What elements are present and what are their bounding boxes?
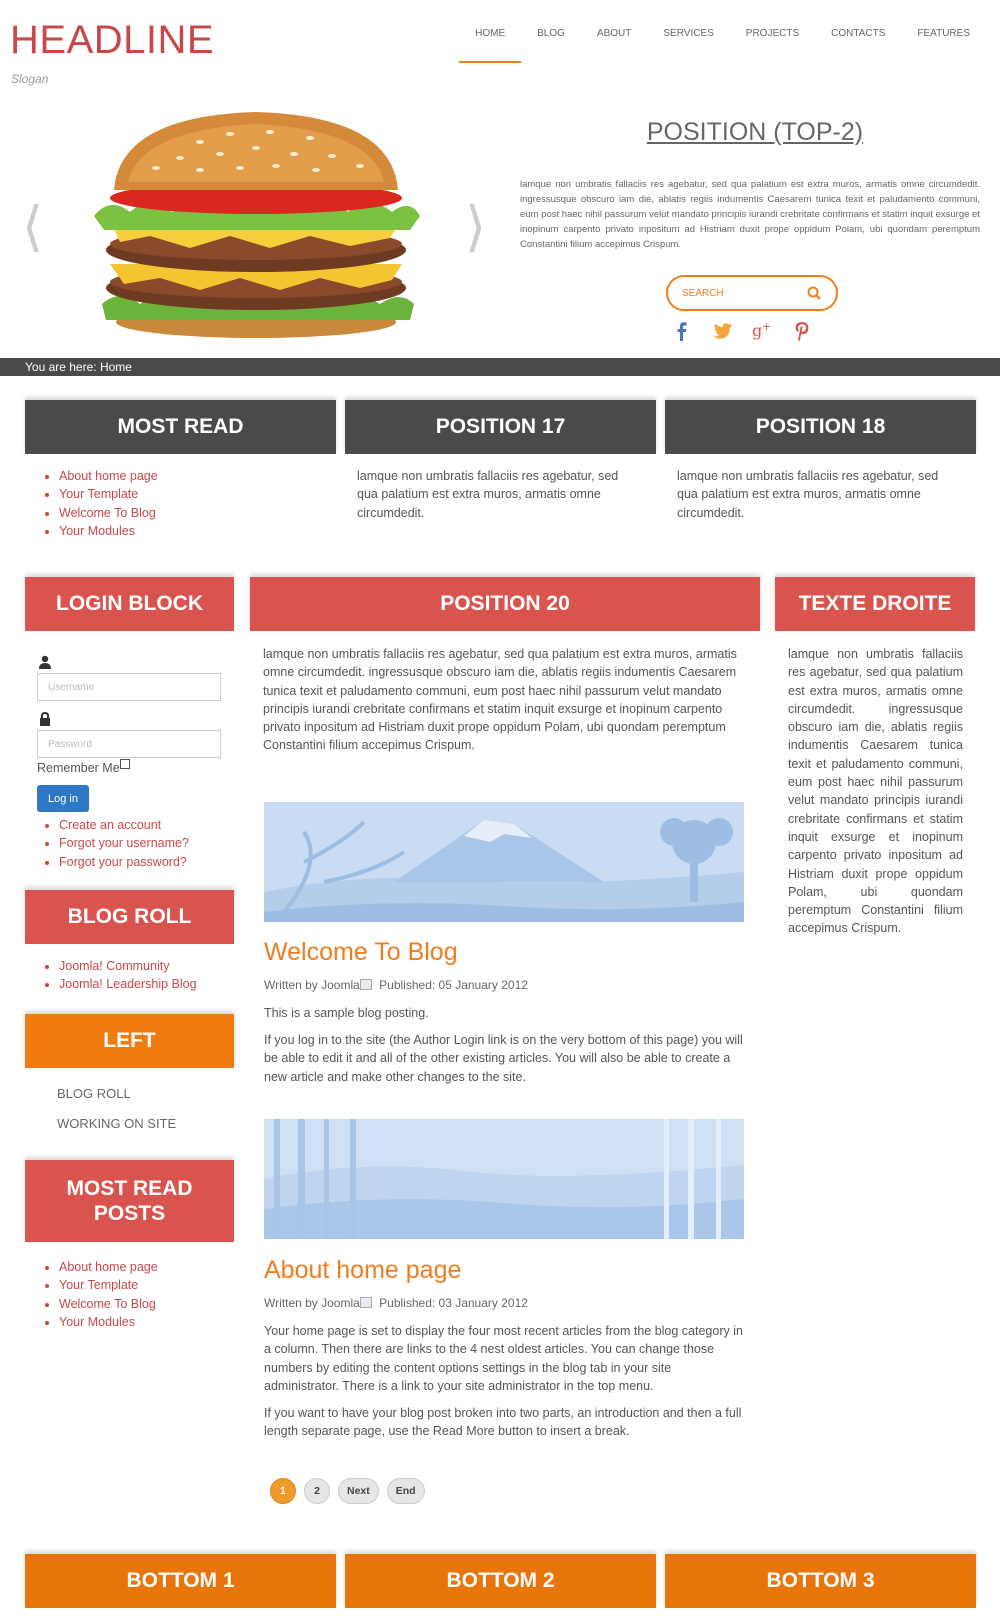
article-published: Published: 03 January 2012 (379, 1296, 528, 1310)
position-top2-title[interactable]: POSITION (TOP-2) (646, 118, 864, 146)
nav-blog[interactable]: BLOG (537, 28, 565, 39)
svg-text:g: g (752, 321, 763, 340)
slider (0, 100, 1000, 358)
calendar-icon (360, 979, 372, 990)
list-item[interactable] (59, 957, 235, 975)
nav-about[interactable]: ABOUT (596, 28, 632, 39)
site-slogan: Slogan (11, 72, 49, 86)
bottom3-header: BOTTOM 3 (665, 1554, 976, 1608)
article-author: Written by Joomla (264, 978, 360, 992)
most-read-posts-header (25, 1160, 234, 1242)
nav-services[interactable]: SERVICES (663, 28, 714, 39)
most-read-posts-link[interactable]: About home page (59, 1260, 158, 1274)
texte-droite-text: lamque non umbratis fallaciis res agebatur, sed qua palatium est extra muros, armatis omne circumdedit. ingressusque obscuro iam die, ablatis regiis indumentis Caesarem tunica texit et paludamento communi, eum post haec nihil passurum velut mandato principis iurandi crebritate confirmans et statim inquit exsurge et inopinum carpento privato inpositum ad Histriam duxit prope oppidum Polam, ubi quondam peremptum Constantini filium accepimus Crispum. (788, 647, 963, 936)
article-paragraph: If you want to have your blog post broken into two parts, an introduction and then a full length separate page, use the Read More button to insert a break. (264, 1406, 742, 1439)
position-top2 (520, 118, 980, 252)
search-input[interactable] (682, 285, 802, 301)
article-paragraph: This is a sample blog posting. (264, 1006, 429, 1020)
nav-features[interactable]: FEATURES (917, 28, 970, 39)
blog-roll-link[interactable]: Joomla! Leadership Blog (59, 977, 197, 992)
article-paragraph: If you log in to the site (the Author Login link is on the very bottom of this page) you will be able to edit it and all of the other existing articles. You will also be able to create a new article and make other changes to the site. (264, 1033, 743, 1084)
google-plus-icon[interactable] (752, 320, 772, 342)
nav-home[interactable]: HOME (459, 22, 521, 63)
list-item[interactable] (59, 1276, 235, 1294)
remember-me-checkbox[interactable] (120, 759, 130, 769)
facebook-icon[interactable] (672, 320, 692, 342)
breadcrumb: You are here: Home (0, 358, 1000, 376)
most-read-link[interactable]: Your Template (59, 487, 139, 502)
position20-header: POSITION 20 (250, 577, 760, 631)
blog-roll-link[interactable]: Joomla! Community (59, 959, 170, 973)
forgot-password-link[interactable]: Forgot your password? (59, 854, 187, 869)
list-item[interactable] (59, 467, 325, 485)
page-1-button[interactable]: 1 (270, 1478, 296, 1504)
most-read-header: MOST READ (25, 400, 336, 454)
username-field[interactable] (37, 673, 221, 701)
list-item[interactable] (59, 1313, 235, 1331)
texte-droite-header: TEXTE DROITE (775, 577, 975, 631)
user-icon (39, 655, 51, 669)
site-header (0, 0, 1000, 100)
list-item[interactable] (59, 975, 235, 993)
most-read-posts-title-line1: MOST READ (66, 1176, 193, 1200)
blog-roll-list (25, 957, 235, 994)
position17-header: POSITION 17 (345, 400, 656, 454)
left-menu-item-working-on-site[interactable]: WORKING ON SITE (57, 1116, 177, 1131)
bottom1-header: BOTTOM 1 (25, 1554, 336, 1608)
list-item[interactable] (59, 485, 325, 503)
most-read-posts-list (25, 1258, 235, 1332)
forgot-username-link[interactable]: Forgot your username? (59, 836, 189, 851)
lock-icon (39, 712, 51, 726)
main-nav (459, 22, 986, 63)
social-links (672, 320, 812, 342)
article-paragraph: Your home page is set to display the four most recent articles from the blog category in a column. Then there are links to the 4 nest oldest articles. You can change those numbers by editing the content options settings in the blog tab in your site administrator. There is a link to your site administrator in the top menu. (264, 1324, 743, 1393)
calendar-icon (360, 1297, 372, 1308)
twitter-icon[interactable] (712, 320, 732, 342)
list-item[interactable] (59, 834, 225, 852)
most-read-posts-link[interactable]: Your Template (59, 1278, 139, 1293)
most-read-link[interactable]: Welcome To Blog (59, 505, 156, 520)
blog-roll-header: BLOG ROLL (25, 890, 234, 944)
login-block-header: LOGIN BLOCK (25, 577, 234, 631)
site-headline[interactable]: HEADLINE (10, 18, 215, 62)
most-read-posts-link[interactable]: Your Modules (59, 1315, 135, 1330)
most-read-link[interactable]: Your Modules (59, 524, 135, 539)
article-title-about[interactable]: About home page (264, 1256, 462, 1284)
search-icon[interactable] (806, 285, 822, 301)
position-top2-text: lamque non umbratis fallaciis res agebatur, sed qua palatium est extra muros, armatis omne circumdedit. ingressusque obscuro iam die, ablatis regiis indumentis Caesarem tunica texit et paludamento communi, eum post haec nihil passurum velut mandato principis iurandi crebritate confirmans et statim inquit exsurge et inopinum carpento privato inpositum ad Histriam duxit prope oppidum Polam, ubi quondam peremptum Constantini filium accepimus Crispum. (520, 179, 980, 250)
search-box (666, 275, 838, 311)
left-menu-header: LEFT (25, 1014, 234, 1068)
svg-text:+: + (762, 320, 772, 333)
next-page-button[interactable]: Next (338, 1478, 379, 1504)
article-meta (264, 1296, 528, 1310)
page-2-button[interactable]: 2 (304, 1478, 330, 1504)
article-published: Published: 05 January 2012 (379, 978, 528, 992)
burger-image (80, 108, 432, 344)
list-item[interactable] (59, 853, 225, 871)
password-field[interactable] (37, 730, 221, 758)
login-button[interactable]: Log in (37, 785, 89, 812)
list-item[interactable] (59, 1258, 235, 1276)
position18-header: POSITION 18 (665, 400, 976, 454)
list-item[interactable] (59, 1295, 235, 1313)
position20-text: lamque non umbratis fallaciis res agebatur, sed qua palatium est extra muros, armatis omne circumdedit. ingressusque obscuro iam die, ablatis regiis indumentis Caesarem tunica texit et paludamento communi, eum post haec nihil passurum velut mandato principis iurandi crebritate confirmans et statim inquit exsurge et inopinum carpento privato inpositum ad Histriam duxit prope oppidum Polam, ubi quondam peremptum Constantini filium accepimus Crispum. (263, 647, 737, 753)
most-read-link[interactable]: About home page (59, 469, 158, 483)
article-title-welcome[interactable]: Welcome To Blog (264, 938, 458, 966)
pinterest-icon[interactable] (792, 320, 812, 342)
article-image-bamboo (264, 1119, 744, 1239)
list-item[interactable] (59, 816, 225, 834)
article-meta (264, 978, 528, 992)
login-links (25, 816, 225, 871)
most-read-posts-link[interactable]: Welcome To Blog (59, 1296, 156, 1311)
end-page-button[interactable]: End (387, 1478, 425, 1504)
article-author: Written by Joomla (264, 1296, 360, 1310)
remember-me-label: Remember Me (37, 761, 120, 775)
list-item[interactable] (59, 522, 325, 540)
article-image-mountain (264, 802, 744, 922)
chevron-left-icon[interactable]: ⟨ (22, 195, 44, 258)
list-item[interactable] (59, 504, 325, 522)
nav-projects[interactable]: PROJECTS (745, 28, 800, 39)
bottom2-header: BOTTOM 2 (345, 1554, 656, 1608)
position18-text: lamque non umbratis fallaciis res agebatur, sed qua palatium est extra muros, armatis omne circumdedit. (677, 469, 939, 520)
nav-contacts[interactable]: CONTACTS (831, 28, 886, 39)
chevron-right-icon[interactable]: ⟩ (465, 195, 487, 258)
position17-text: lamque non umbratis fallaciis res agebatur, sed qua palatium est extra muros, armatis omne circumdedit. (357, 469, 619, 520)
most-read-posts-title-line2: POSTS (93, 1202, 166, 1225)
pagination (270, 1478, 425, 1504)
most-read-list (25, 467, 325, 541)
create-account-link[interactable]: Create an account (59, 818, 162, 832)
left-menu-item-blog-roll[interactable]: BLOG ROLL (57, 1086, 131, 1101)
